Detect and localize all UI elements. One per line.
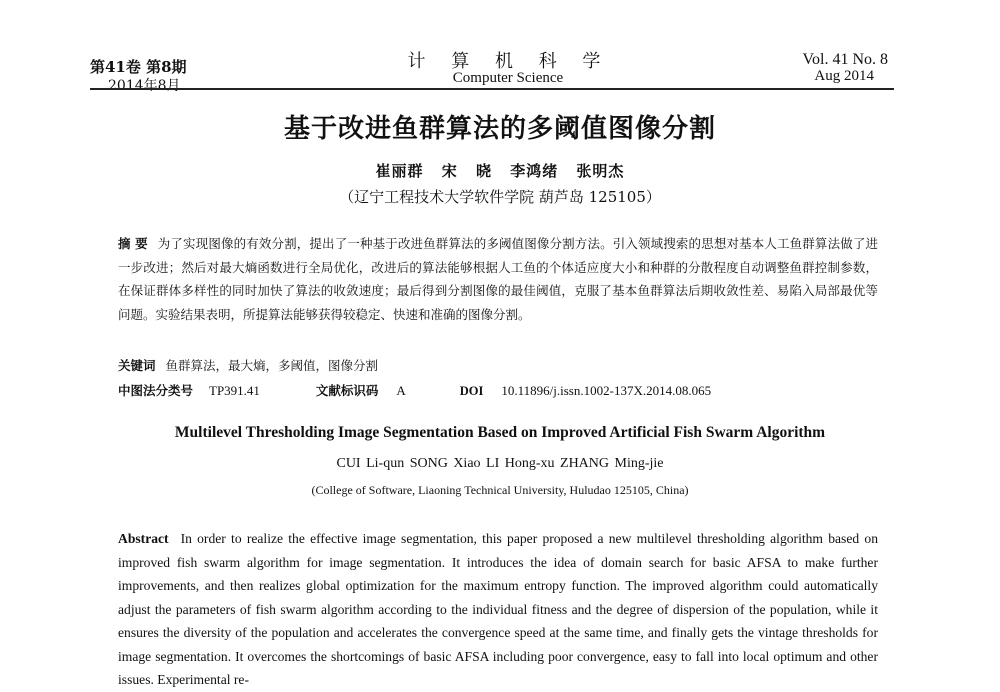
affiliation-en: (College of Software, Liaoning Technical University, Huludao 125105, China)	[311, 483, 689, 497]
date-cn: 2014年8月	[108, 78, 181, 94]
volume-issue-cn: 第41卷 第8期	[90, 58, 187, 76]
keywords-cn-text: 鱼群算法，最大熵，多阈值，图像分割	[165, 358, 379, 373]
classification-line	[118, 381, 898, 399]
abstract-cn-text: 为了实现图像的有效分割，提出了一种基于改进鱼群算法的多阈值图像分割方法。引入领域搜索的思想对基本人工鱼群算法做了进一步改进；然后对最大熵函数进行全局优化，改进后的算法能够根据人工鱼的个体适应度大小和种群的分散程度自动调整鱼群控制参数，在保证群体多样性的同时加快了算法的收敛速度；最后得到分割图像的最佳阈值，克服了基本鱼群算法后期收敛性差、易陷入局部最优等问题。实验结果表明，所提算法能够获得较稳定、快速和准确的图像分割。	[118, 236, 878, 322]
clc-value: TP391.41	[209, 383, 260, 398]
paper-title-en: Multilevel Thresholding Image Segmentation Based on Improved Artificial Fish Swarm Algorithm	[174, 424, 826, 441]
keywords-cn-label: 关键词	[118, 358, 156, 373]
doi-label: DOI	[459, 384, 484, 398]
doc-code-value: A	[396, 383, 406, 398]
abstract-en-label: Abstract	[118, 531, 169, 546]
date-en: Aug 2014	[814, 68, 874, 84]
header-rule	[90, 88, 894, 90]
abstract-cn-label: 摘 要	[118, 236, 148, 251]
volume-issue-en: Vol. 41 No. 8	[802, 51, 888, 68]
authors-cn: 崔丽群 宋 晓 李鸿绪 张明杰	[375, 162, 625, 180]
keywords-cn	[118, 356, 378, 374]
doc-code-label: 文献标识码	[315, 383, 379, 398]
doi-value: 10.11896/j.issn.1002-137X.2014.08.065	[501, 383, 712, 398]
authors-en: CUI Li-qun SONG Xiao LI Hong-xu ZHANG Ming-jie	[336, 456, 664, 471]
paper-title-cn: 基于改进鱼群算法的多阈值图像分割	[283, 114, 716, 144]
abstract-en-text: In order to realize the effective image segmentation, this paper proposed a new multilevel thresholding algorithm based on improved fish swarm algorithm for image segmentation. It introduces the idea of domain search for basic AFSA to make further improvements, and then realizes global optimization for the maximum entropy function. The improved algorithm could automatically adjust the parameters of fish swarm algorithm according to the individual fitness and the degree of dispersion of the population, while it ensures the diversity of the population and accelerates the convergence speed at the same time, and finally gets the vintage thresholds for image segmentation. It overcomes the shortcomings of basic AFSA including poor convergence, easy to fall into local optimum and other issues. Experimental re-	[118, 531, 878, 687]
journal-name-en: Computer Science	[452, 70, 564, 86]
affiliation-cn: （辽宁工程技术大学软件学院 葫芦岛 125105）	[339, 188, 661, 206]
abstract-cn	[118, 232, 878, 326]
clc-label: 中图法分类号	[118, 383, 194, 398]
journal-name-cn: 计 算 机 科 学	[407, 51, 611, 72]
abstract-en	[118, 527, 878, 692]
